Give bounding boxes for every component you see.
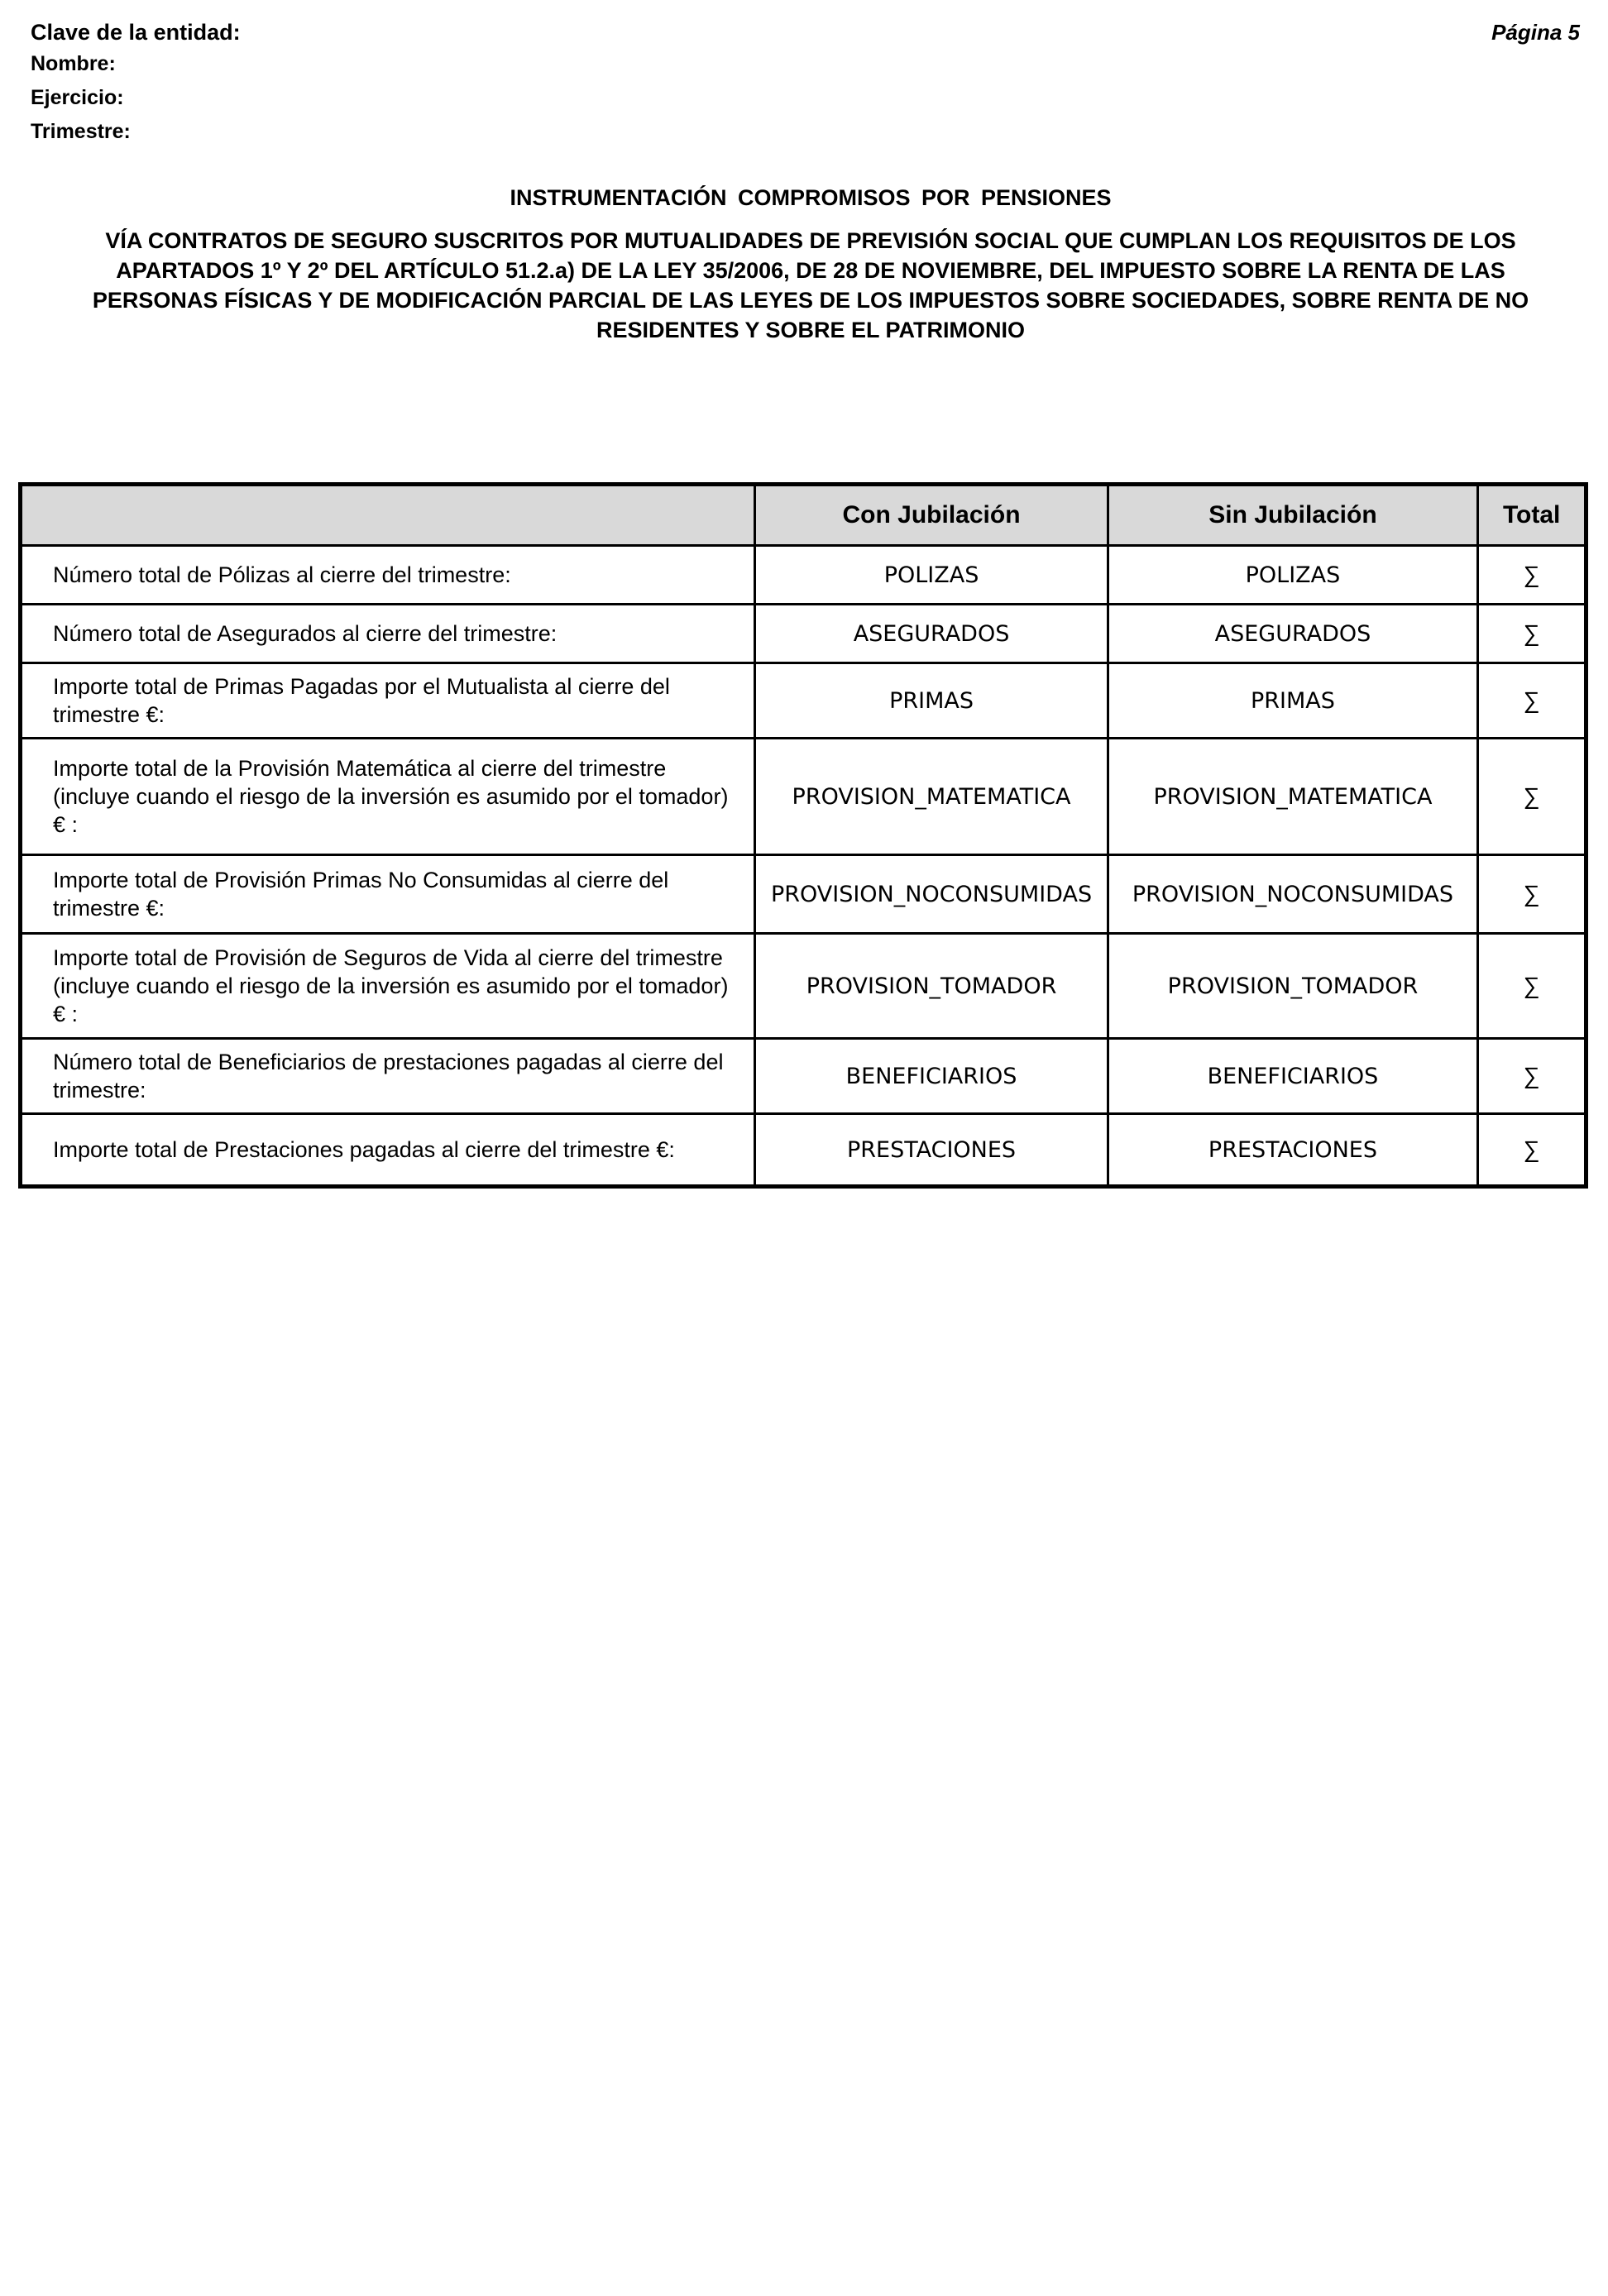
sin-jubilacion-value: PROVISION_TOMADOR (1108, 934, 1478, 1039)
table-row (21, 855, 1586, 934)
entity-key-label: Clave de la entidad: (31, 20, 241, 45)
column-header-total: Total (1478, 485, 1586, 546)
sin-jubilacion-value: PROVISION_MATEMATICA (1108, 739, 1478, 855)
total-sum: ∑ (1478, 546, 1586, 605)
year-label: Ejercicio: (31, 86, 124, 109)
con-jubilacion-value: PRIMAS (755, 663, 1108, 739)
sin-jubilacion-value: BENEFICIARIOS (1108, 1039, 1478, 1114)
table-row (21, 605, 1586, 663)
row-label: Importe total de Prestaciones pagadas al cierre del trimestre €: (21, 1114, 755, 1187)
con-jubilacion-value: POLIZAS (755, 546, 1108, 605)
row-label: Número total de Beneficiarios de prestaciones pagadas al cierre del trimestre: (21, 1039, 755, 1114)
table-row (21, 1114, 1586, 1187)
con-jubilacion-value: BENEFICIARIOS (755, 1039, 1108, 1114)
quarter-label: Trimestre: (31, 120, 131, 143)
total-sum: ∑ (1478, 1039, 1586, 1114)
row-label: Número total de Pólizas al cierre del trimestre: (21, 546, 755, 605)
total-sum: ∑ (1478, 1114, 1586, 1187)
sin-jubilacion-value: PROVISION_NOCONSUMIDAS (1108, 855, 1478, 934)
column-header-con-jubilacion: Con Jubilación (755, 485, 1108, 546)
con-jubilacion-value: PROVISION_MATEMATICA (755, 739, 1108, 855)
entity-header (31, 18, 241, 151)
column-header-sin-jubilacion: Sin Jubilación (1108, 485, 1478, 546)
sin-jubilacion-value: PRIMAS (1108, 663, 1478, 739)
con-jubilacion-value: ASEGURADOS (755, 605, 1108, 663)
table-header-row (21, 485, 1586, 546)
con-jubilacion-value: PROVISION_TOMADOR (755, 934, 1108, 1039)
total-sum: ∑ (1478, 855, 1586, 934)
document-titles (66, 185, 1555, 345)
total-sum: ∑ (1478, 739, 1586, 855)
sin-jubilacion-value: POLIZAS (1108, 546, 1478, 605)
table-row (21, 546, 1586, 605)
table-row (21, 739, 1586, 855)
con-jubilacion-value: PRESTACIONES (755, 1114, 1108, 1187)
row-label: Importe total de Provisión Primas No Consumidas al cierre del trimestre €: (21, 855, 755, 934)
page-number: Página 5 (1491, 20, 1580, 45)
table-row (21, 663, 1586, 739)
row-label: Importe total de la Provisión Matemática al cierre del trimestre (incluye cuando el riesgo de la inversión es asumido por el tomador) € : (21, 739, 755, 855)
pension-commitments-table (18, 482, 1588, 1189)
con-jubilacion-value: PROVISION_NOCONSUMIDAS (755, 855, 1108, 934)
name-label: Nombre: (31, 52, 116, 75)
document-subtitle: VÍA CONTRATOS DE SEGURO SUSCRITOS POR MUTUALIDADES DE PREVISIÓN SOCIAL QUE CUMPLAN LOS REQUISITOS DE LOS APARTADOS 1º Y 2º DEL ARTÍCULO 51.2.a) DE LA LEY 35/2006, DE 28 DE NOVIEMBRE, DEL IMPUESTO SOBRE LA RENTA DE LAS PERSONAS FÍSICAS Y DE MODIFICACIÓN PARCIAL DE LAS LEYES DE LOS IMPUESTOS SOBRE SOCIEDADES, SOBRE RENTA DE NO RESIDENTES Y SOBRE EL PATRIMONIO (92, 228, 1529, 342)
column-header-concept (21, 485, 755, 546)
total-sum: ∑ (1478, 605, 1586, 663)
total-sum: ∑ (1478, 934, 1586, 1039)
sin-jubilacion-value: ASEGURADOS (1108, 605, 1478, 663)
document-title: INSTRUMENTACIÓN COMPROMISOS POR PENSIONES (510, 185, 1112, 210)
sin-jubilacion-value: PRESTACIONES (1108, 1114, 1478, 1187)
table-row (21, 1039, 1586, 1114)
row-label: Importe total de Primas Pagadas por el Mutualista al cierre del trimestre €: (21, 663, 755, 739)
table-row (21, 934, 1586, 1039)
row-label: Número total de Asegurados al cierre del trimestre: (21, 605, 755, 663)
total-sum: ∑ (1478, 663, 1586, 739)
row-label: Importe total de Provisión de Seguros de Vida al cierre del trimestre (incluye cuando el riesgo de la inversión es asumido por el tomador) € : (21, 934, 755, 1039)
